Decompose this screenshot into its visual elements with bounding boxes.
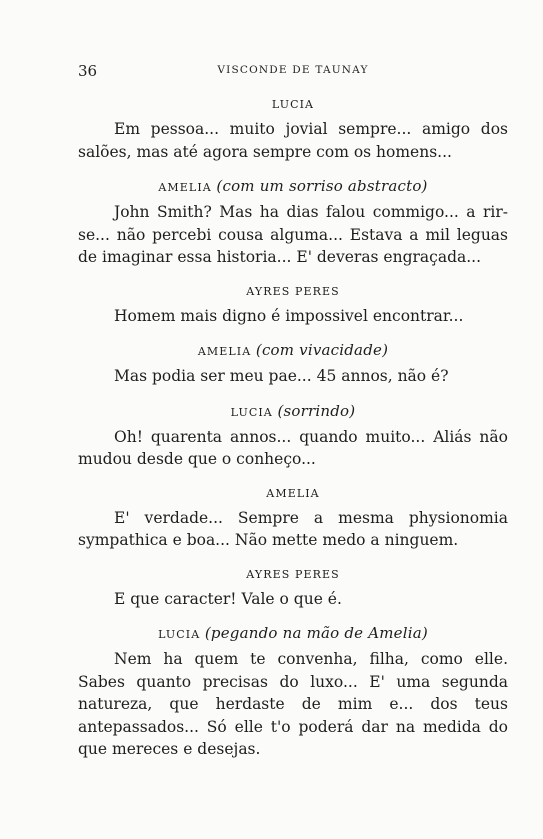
book-page <box>78 62 508 761</box>
page-number: 36 <box>78 62 98 80</box>
speech-text: John Smith? Mas ha dias falou commigo... a rir-se... não percebi cousa alguma... Estava a mil leguas de imaginar essa historia... E' deveras engraçada... <box>78 203 508 266</box>
page-header <box>78 62 508 84</box>
speaker-name: LUCIA <box>271 98 315 111</box>
dialogue-block <box>78 96 508 761</box>
speaker-name: LUCIA <box>158 628 201 641</box>
speaker-line <box>78 624 508 644</box>
speaker-name: AYRES PERES <box>246 567 340 581</box>
stage-direction: (com vivacidade) <box>255 341 389 359</box>
speaker-name: AMELIA <box>197 345 252 358</box>
speaker-name: LUCIA <box>230 405 273 419</box>
speaker-name: AYRES PERES <box>246 284 340 298</box>
speech-text: Homem mais digno é impossivel encontrar... <box>114 306 464 325</box>
stage-direction: (pegando na mão de Amelia) <box>204 624 428 642</box>
speech-text: Oh! quarenta annos... quando muito... Aliás não mudou desde que o conheço... <box>78 427 508 468</box>
speaker-line <box>78 566 508 584</box>
speaker-line <box>78 402 508 422</box>
speech-text: Em pessoa... muito jovial sempre... amigo dos salões, mas até agora sempre com os homens... <box>78 120 508 161</box>
stage-direction: (com um sorriso abstracto) <box>216 177 428 195</box>
speaker-line <box>78 96 508 114</box>
speaker-line <box>78 485 508 503</box>
stage-direction: (sorrindo) <box>277 401 356 420</box>
speaker-name: AMELIA <box>266 486 320 500</box>
speaker-line <box>78 283 508 301</box>
speaker-line <box>78 177 508 197</box>
speech-text: Mas podia ser meu pae... 45 annos, não é? <box>114 367 449 385</box>
speech-text: E que caracter! Vale o que é. <box>114 589 342 608</box>
speech-text: E' verdade... Sempre a mesma physionomia sympathica e boa... Não mette medo a ninguem. <box>78 508 508 549</box>
speaker-line <box>78 341 508 361</box>
running-head: VISCONDE DE TAUNAY <box>217 64 369 76</box>
speaker-name: AMELIA <box>158 181 212 194</box>
speech-text: Nem ha quem te convenha, filha, como elle. Sabes quanto precisas do luxo... E' uma segunda natureza, que herdaste de mim e... dos teus antepassados... Só elle t'o poderá dar na medida do que mereces e desejas. <box>78 650 508 758</box>
